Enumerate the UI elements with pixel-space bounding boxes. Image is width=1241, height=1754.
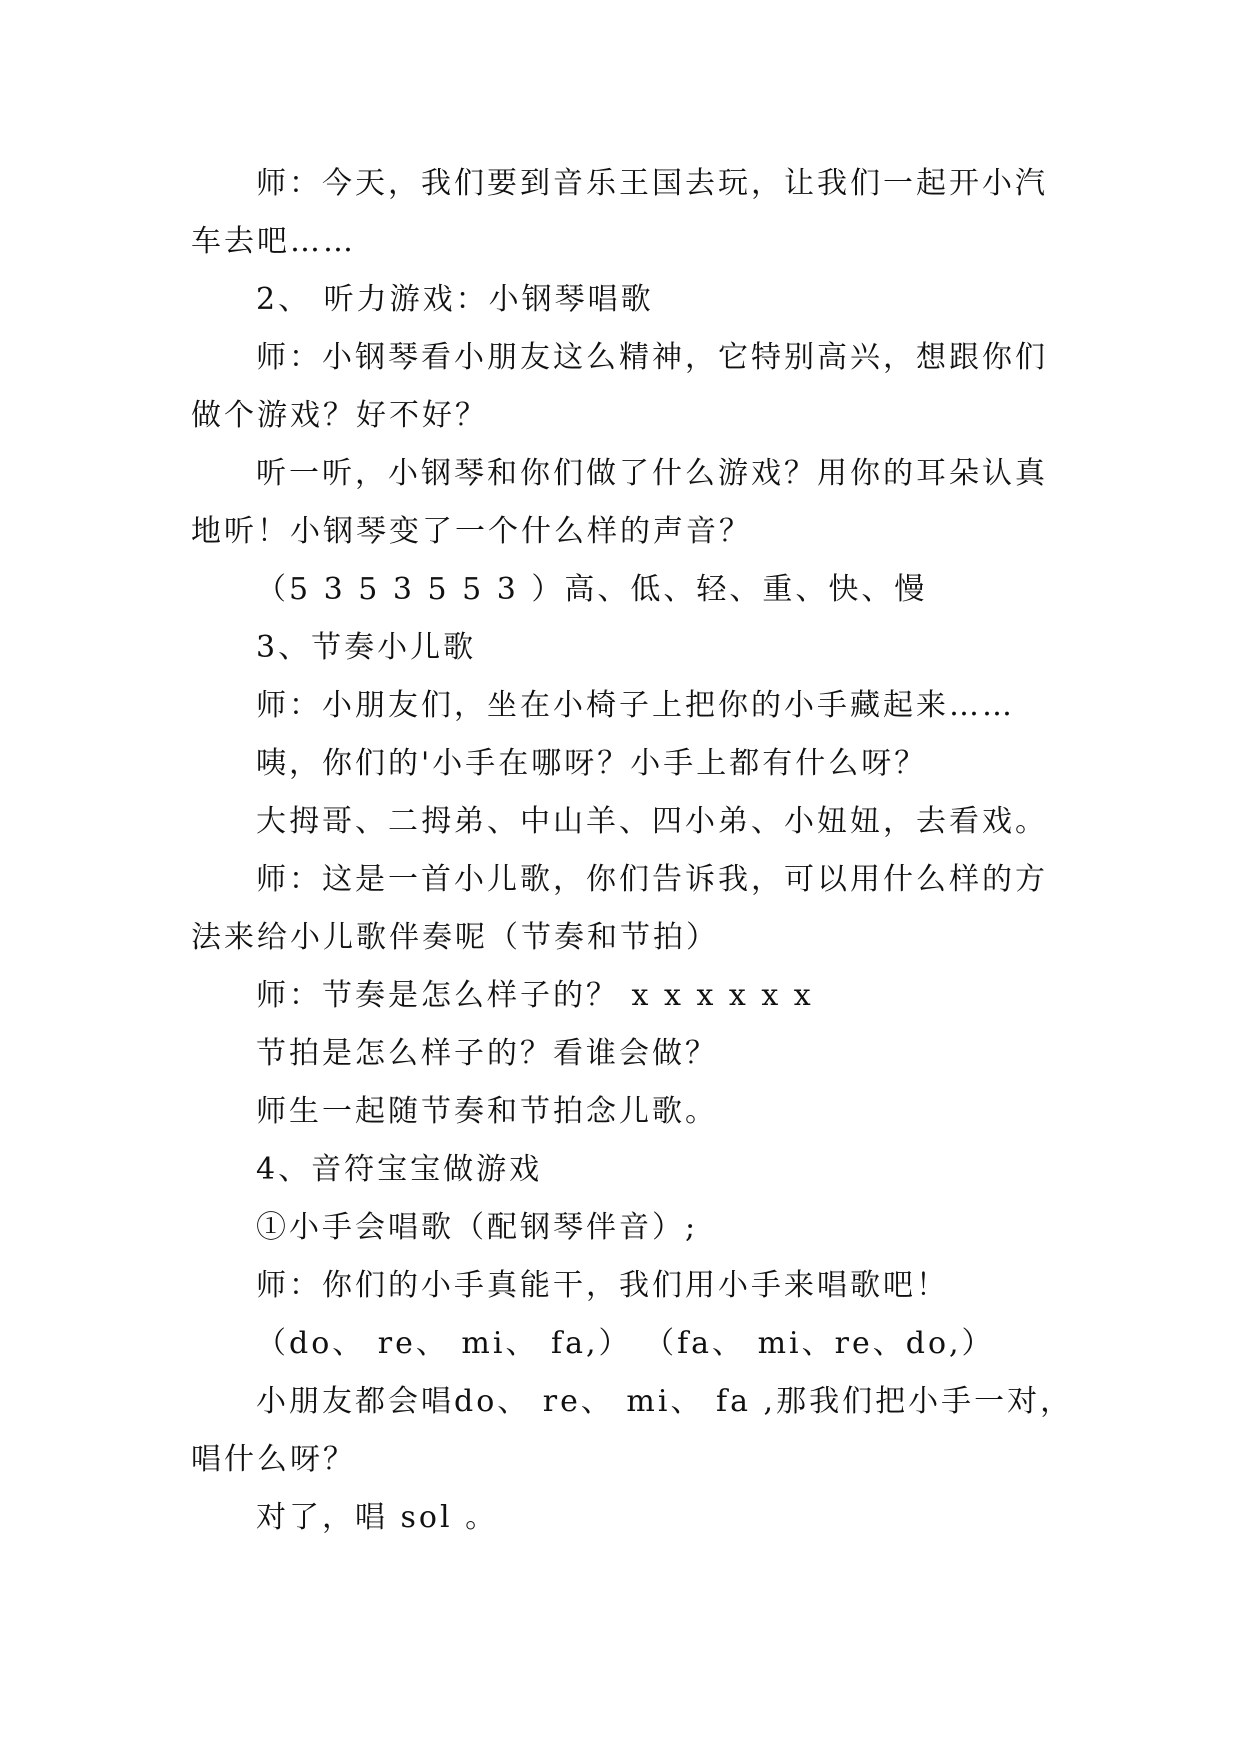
- text-line: 咦，你们的'小手在哪呀？小手上都有什么呀？: [256, 746, 928, 781]
- text-line: 车去吧……: [191, 224, 356, 259]
- text-line: 4、音符宝宝做游戏: [256, 1152, 543, 1187]
- text-line: （do、 re、 mi、 fa,） （fa、 mi、re、do,）: [256, 1326, 995, 1361]
- text-line: （5 3 5 3 5 5 3 ）高、低、轻、重、快、慢: [256, 572, 928, 607]
- text-line: 师生一起随节奏和节拍念儿歌。: [256, 1094, 718, 1129]
- text-line: 2、 听力游戏：小钢琴唱歌: [256, 282, 654, 317]
- text-line: 唱什么呀？: [191, 1442, 356, 1477]
- text-line: 听一听，小钢琴和你们做了什么游戏？用你的耳朵认真: [256, 456, 1048, 491]
- text-line: 师：小钢琴看小朋友这么精神，它特别高兴，想跟你们: [256, 340, 1048, 375]
- text-line: 师：节奏是怎么样子的？ x x x x x x: [256, 978, 814, 1013]
- text-line: 师：这是一首小儿歌，你们告诉我，可以用什么样的方: [256, 862, 1048, 897]
- text-line: 节拍是怎么样子的？看谁会做？: [256, 1036, 718, 1071]
- text-line: 师：今天，我们要到音乐王国去玩，让我们一起开小汽: [256, 166, 1048, 201]
- text-line: 师：小朋友们，坐在小椅子上把你的小手藏起来……: [256, 688, 1015, 723]
- text-line: 对了，唱 sol 。: [256, 1500, 499, 1535]
- text-line: 法来给小儿歌伴奏呢（节奏和节拍）: [191, 920, 719, 955]
- text-line: ①小手会唱歌（配钢琴伴音）;: [256, 1210, 699, 1245]
- text-line: 地听！小钢琴变了一个什么样的声音？: [191, 514, 752, 549]
- text-line: 3、节奏小儿歌: [256, 630, 477, 665]
- text-line: 师：你们的小手真能干，我们用小手来唱歌吧！: [256, 1268, 949, 1303]
- document-body: [191, 155, 1074, 1547]
- text-line: 大拇哥、二拇弟、中山羊、四小弟、小妞妞，去看戏。: [256, 804, 1048, 839]
- text-line: 做个游戏？好不好？: [191, 398, 488, 433]
- text-line: 小朋友都会唱do、 re、 mi、 fa ,那我们把小手一对，: [256, 1384, 1074, 1419]
